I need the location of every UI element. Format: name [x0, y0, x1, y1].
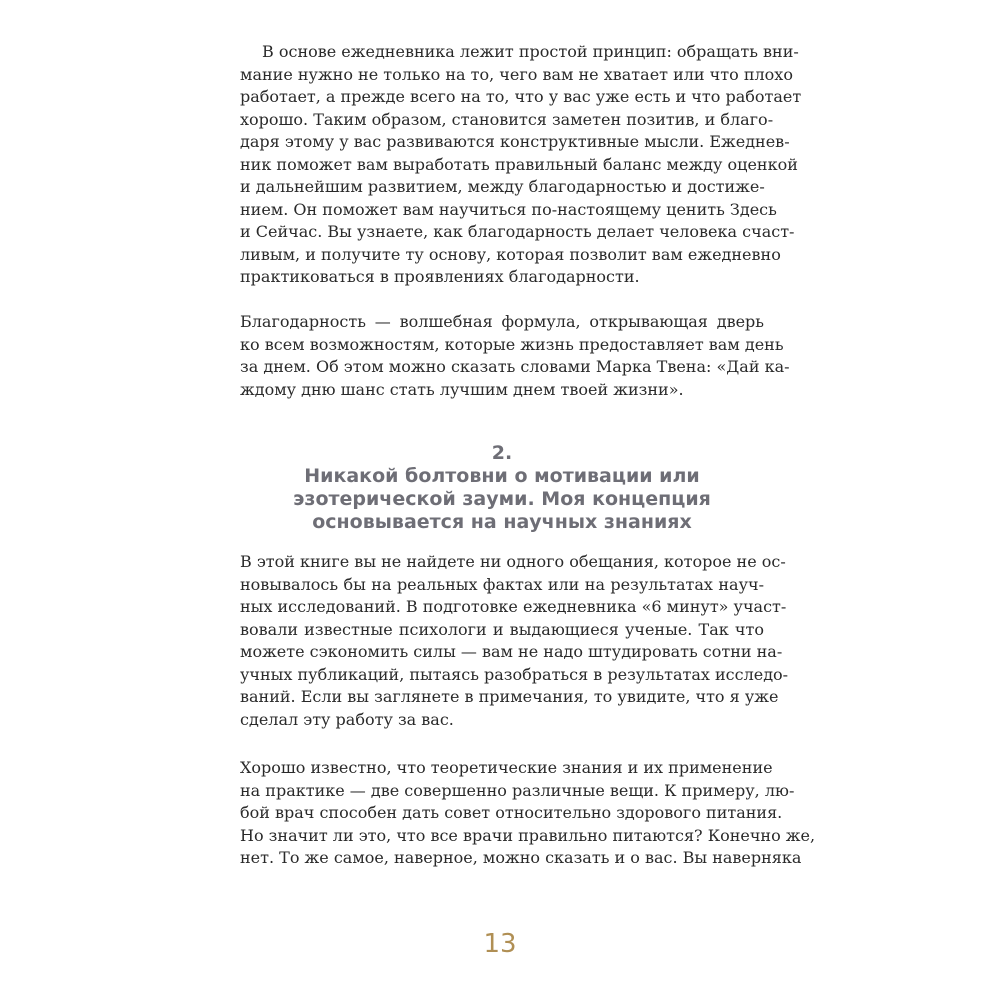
paragraph-gratitude	[240, 311, 790, 401]
text-line: на практике — две совершенно различные вещи. К примеру, лю-	[240, 780, 795, 800]
text-line: работает, а прежде всего на то, что у вас уже есть и что работает	[240, 87, 802, 106]
text-line: Хорошо известно, что теоретические знания и их применение	[240, 758, 773, 777]
text-line: хорошо. Таким образом, становится заметен позитив, и благо-	[240, 109, 774, 129]
text-line: мание нужно не только на то, чего вам не хватает или что плохо	[240, 64, 793, 84]
text-line: ливым, и получите ту основу, которая позволит вам ежедневно	[240, 244, 781, 264]
text-line: можете сэкономить силы — вам не надо штудировать сотни на-	[240, 642, 783, 661]
paragraph-science	[240, 551, 789, 731]
page-number: 13	[483, 929, 517, 959]
text-line: бой врач способен дать совет относительно здорового питания.	[240, 803, 783, 822]
text-line: сделал эту работу за вас.	[240, 709, 454, 729]
text-line: Но значит ли это, что все врачи правильно питаются? Конечно же,	[240, 825, 816, 845]
text-line: ник поможет вам выработать правильный баланс между оценкой	[240, 154, 798, 174]
text-line: ваний. Если вы заглянете в примечания, то увидите, что я уже	[240, 687, 779, 706]
text-line: практиковаться в проявлениях благодарности.	[240, 267, 640, 286]
text-line: ждому дню шанс стать лучшим днем твоей жизни».	[240, 379, 684, 399]
text-line: за днем. Об этом можно сказать словами Марка Твена: «Дай ка-	[240, 357, 790, 376]
section-heading	[240, 441, 764, 534]
text-line: В этой книге вы не найдете ни одного обещания, которое не ос-	[240, 552, 786, 571]
text-line: ко всем возможностям, которые жизнь предоставляет вам день	[240, 334, 784, 354]
section-title-line: Никакой болтовни о мотивации или	[304, 465, 700, 487]
text-line: В основе ежедневника лежит простой принцип: обращать вни-	[262, 42, 799, 61]
text-line: Благодарность — волшебная формула, открывающая дверь	[240, 312, 764, 331]
section-title-line: эзотерической зауми. Моя концепция	[293, 488, 711, 510]
text-line: вовали известные психологи и выдающиеся ученые. Так что	[240, 619, 764, 639]
text-line: и Сейчас. Вы узнаете, как благодарность делает человека счаст-	[240, 222, 795, 241]
text-line: ных исследований. В подготовке ежедневника «6 минут» участ-	[240, 597, 787, 616]
text-line: новывалось бы на реальных фактах или на результатах науч-	[240, 574, 764, 594]
paragraph-principle	[240, 41, 802, 289]
text-line: нет. То же самое, наверное, можно сказать и о вас. Вы наверняка	[240, 848, 802, 867]
paragraph-practice	[240, 757, 816, 870]
text-line: даря этому у вас развиваются конструктивные мысли. Ежеднев-	[240, 132, 790, 151]
text-line: и дальнейшим развитием, между благодарностью и достиже-	[240, 177, 765, 196]
section-number: 2.	[491, 442, 513, 464]
section-title-line: основывается на научных знаниях	[312, 511, 692, 533]
text-line: учных публикаций, пытаясь разобраться в результатах исследо-	[240, 664, 789, 684]
text-line: нием. Он поможет вам научиться по-настоящему ценить Здесь	[240, 199, 777, 219]
